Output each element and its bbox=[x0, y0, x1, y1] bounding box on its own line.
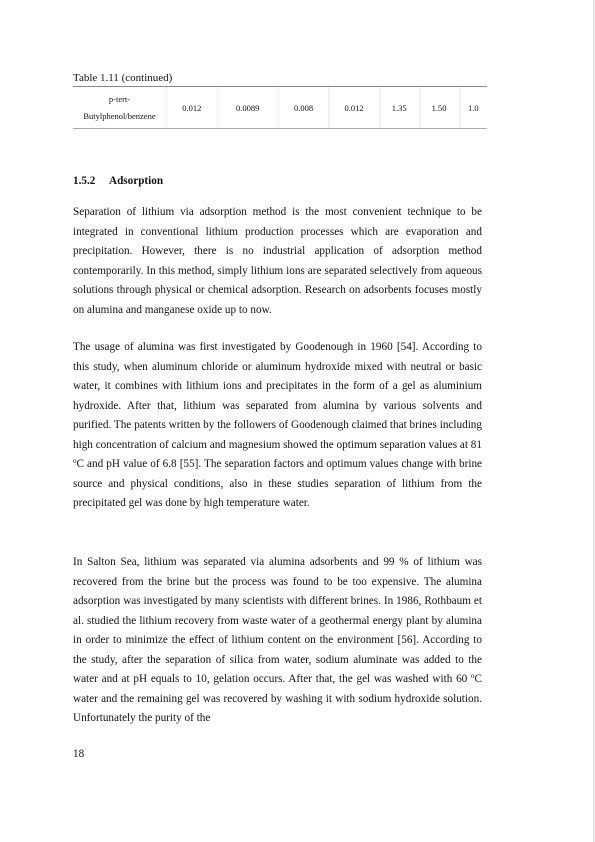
paragraph-salton-sea bbox=[73, 553, 482, 729]
compound-name-line1: p-tert- bbox=[108, 93, 131, 104]
table-continued bbox=[73, 86, 487, 129]
paragraph-text: C and pH value of 6.8 [55]. The separation factors and optimum values change with brine source and physical conditions, also in these studies separation of lithium from the precipitated gel was done by high temperature water. bbox=[73, 458, 482, 509]
paragraph-text: C water and the remaining gel was recovered by washing it with sodium hydroxide solution. Unfortunately the purity of the bbox=[73, 673, 482, 724]
paragraph-text: The usage of alumina was first investigated by Goodenough in 1960 [54]. According to this study, when aluminum chloride or aluminum hydroxide mixed with neutral or basic water, it combines with lithium ions and precipitates in the form of a gel as aluminium hydroxide. After that, lithium was separated from alumina by various solvents and purified. The patents written by the followers of Goodenough claimed that brines including high concentration of calcium and magnesium showed the optimum separation values at 81 bbox=[73, 341, 482, 451]
section-title: Adsorption bbox=[109, 175, 164, 187]
page-number: 18 bbox=[73, 748, 85, 760]
compound-name-line2: Butylphenol/benzene bbox=[83, 110, 156, 121]
table-cell: 1.35 bbox=[379, 87, 419, 129]
degree-superscript: o bbox=[471, 672, 475, 680]
table-row bbox=[73, 87, 487, 129]
degree-superscript: o bbox=[73, 457, 77, 465]
table-cell: 0.012 bbox=[167, 87, 218, 129]
table-cell: 1.0 bbox=[467, 102, 479, 113]
data-table bbox=[73, 86, 487, 129]
section-number: 1.5.2 bbox=[73, 175, 96, 187]
table-cell: 0.0089 bbox=[217, 87, 278, 129]
paragraph-goodenough bbox=[73, 338, 482, 514]
table-cell: 1.50 bbox=[419, 87, 459, 129]
table-caption: Table 1.11 (continued) bbox=[73, 72, 173, 84]
section-heading bbox=[73, 175, 163, 187]
compound-cell bbox=[73, 87, 167, 129]
table-cell: 0.012 bbox=[329, 87, 380, 129]
table-cell: 0.008 bbox=[278, 87, 329, 129]
paragraph-intro: Separation of lithium via adsorption method is the most convenient technique to be integrated in conventional lithium production processes which are evaporation and precipitation. However, there is no industrial application of adsorption method contemporarily. In this method, simply lithium ions are separated selectively from aqueous solutions through physical or chemical adsorption. Research on adsorbents focuses mostly on alumina and manganese oxide up to now. bbox=[73, 206, 482, 316]
paragraph-text: In Salton Sea, lithium was separated via alumina adsorbents and 99 % of lithium was recovered from the brine but the process was found to be too expensive. The alumina adsorption was investigated by many scientists with different brines. In 1986, Rothbaum et al. studied the lithium recovery from waste water of a geothermal energy plant by alumina in order to minimize the effect of lithium content on the environment [56]. According to the study, after the separation of silica from water, sodium aluminate was added to the water and at pH equals to 10, gelation occurs. After that, the gel was washed with 60 bbox=[73, 556, 482, 685]
